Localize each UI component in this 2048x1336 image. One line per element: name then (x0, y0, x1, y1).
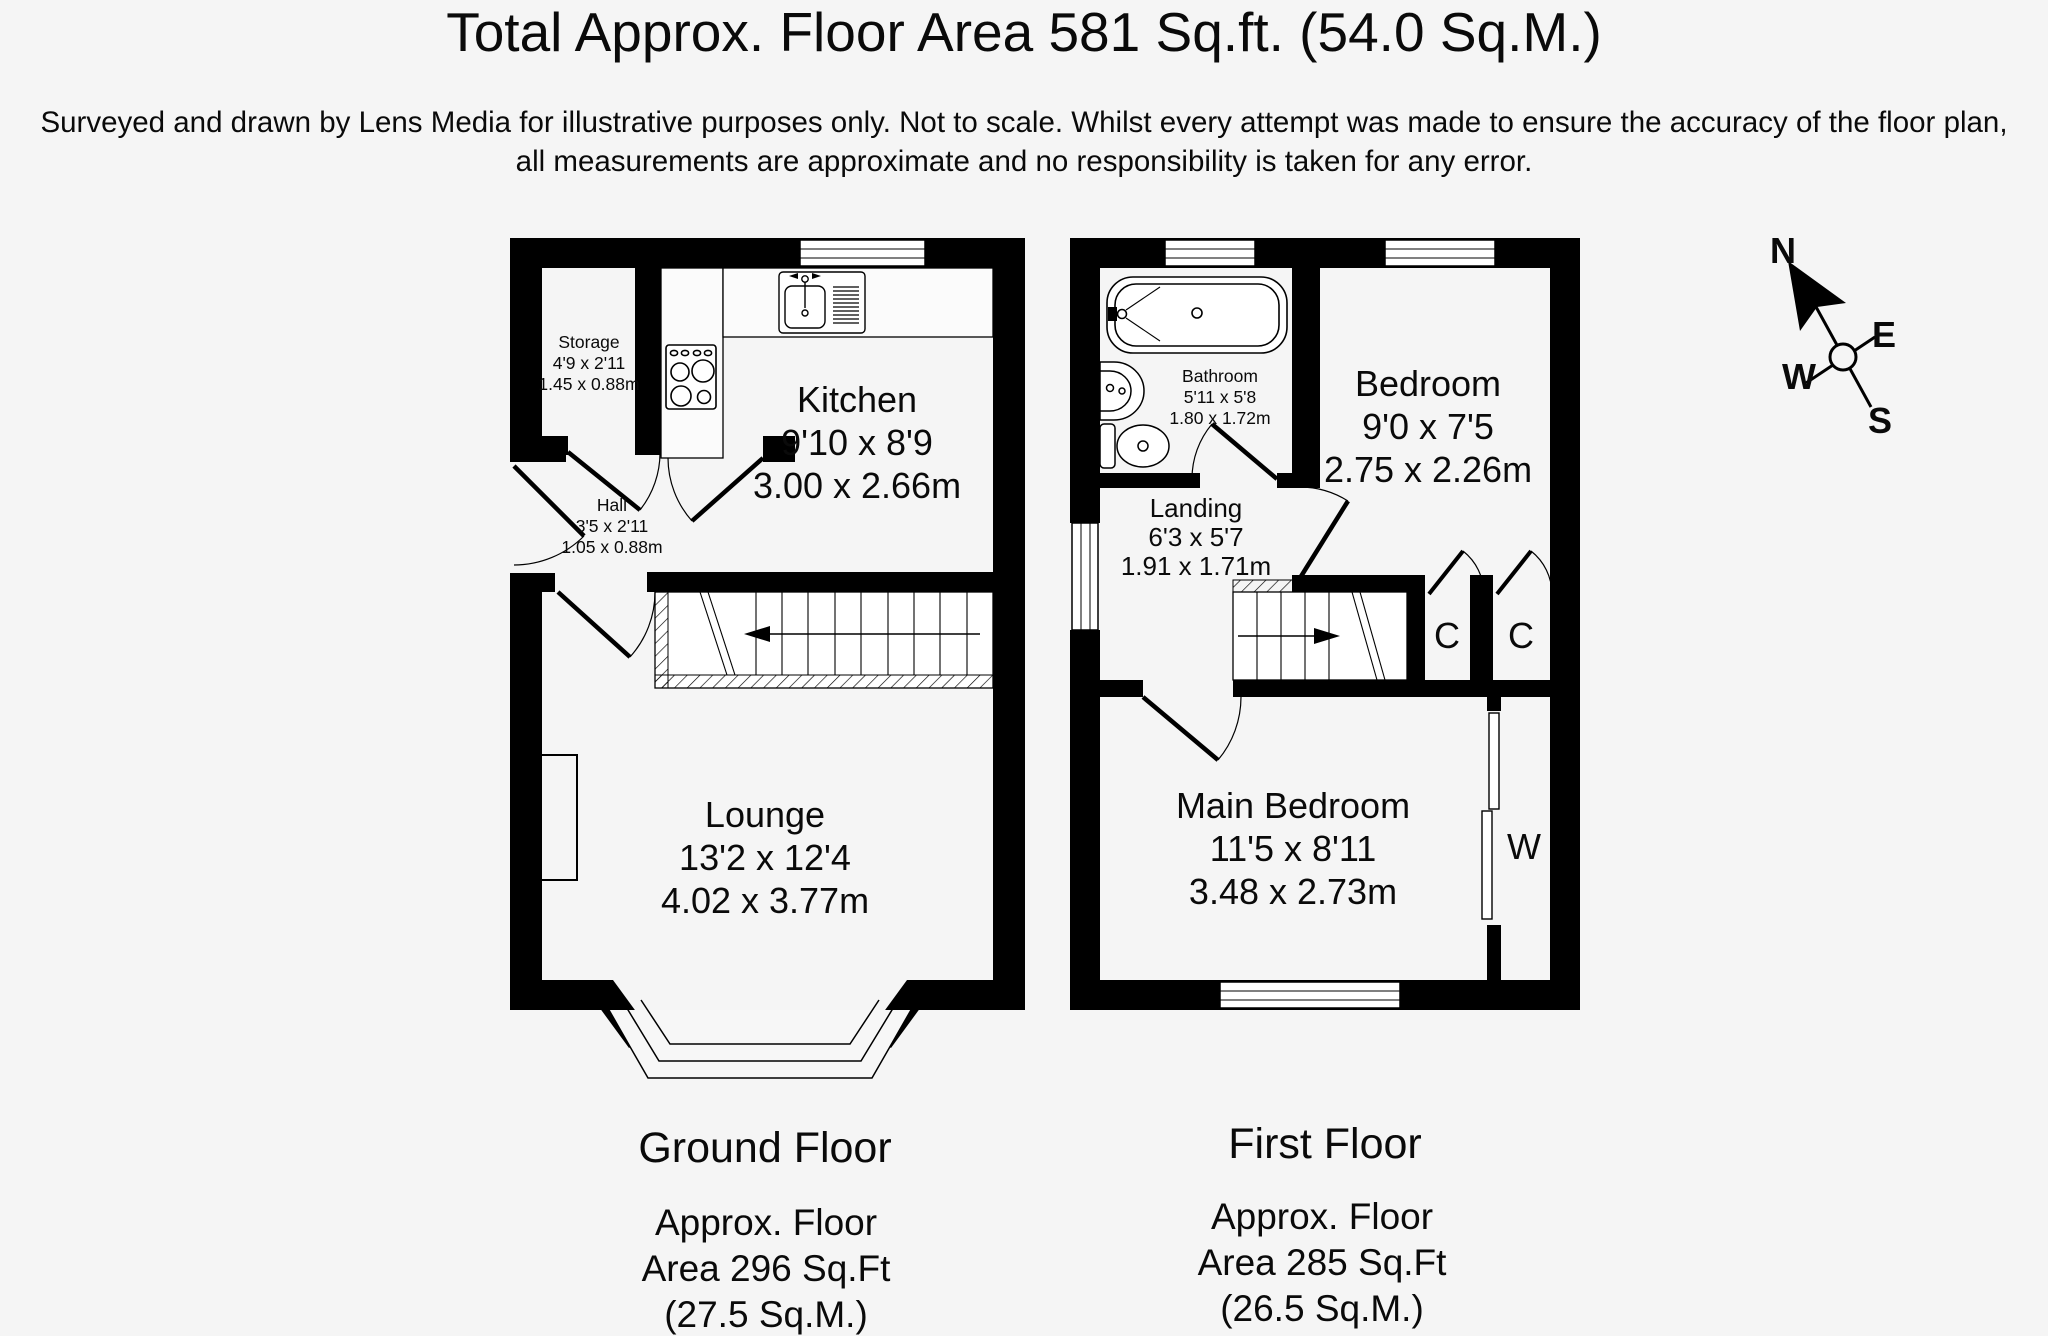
landing-name: Landing (1149, 493, 1243, 523)
room-label-storage (538, 332, 639, 395)
closet2-label (1508, 615, 1534, 657)
kitchen-name: Kitchen (796, 379, 918, 420)
disclaimer-line-1: Surveyed and drawn by Lens Media for illustrative purposes only. Not to scale. Whilst every attempt was made to ensure the accuracy of the floor plan, (40, 106, 2008, 139)
closet2-door-icon (1497, 551, 1552, 594)
landing-metric: 1.91 x 1.71m (1120, 551, 1272, 581)
main-bedroom-imperial: 11'5 x 8'11 (1209, 828, 1377, 869)
room-label-bathroom (1169, 366, 1270, 429)
compass-east-label (1872, 314, 1896, 356)
compass-west-text: W (1782, 356, 1816, 397)
bathtub-icon (1107, 277, 1287, 353)
lounge-door-icon (558, 592, 655, 657)
room-label-landing (1121, 494, 1271, 581)
ground-floor-caption-text: Ground Floor (638, 1124, 892, 1172)
bedroom-door-icon (1300, 487, 1348, 578)
first-stairs-icon (1233, 580, 1407, 680)
toilet-icon (1100, 424, 1169, 468)
compass-west-label (1782, 356, 1816, 398)
storage-metric: 1.45 x 0.88m (538, 374, 640, 394)
kitchen-door-icon (668, 458, 763, 521)
bedroom-name: Bedroom (1354, 363, 1502, 404)
landing-imperial: 6'3 x 5'7 (1148, 522, 1244, 552)
bathroom-window-icon (1165, 240, 1255, 266)
wardrobe-label (1507, 826, 1541, 868)
room-label-main-bedroom (1176, 784, 1410, 913)
chimney-breast (542, 755, 577, 880)
kitchen-sink-icon (779, 272, 865, 333)
bedroom-window-icon (1385, 240, 1495, 266)
room-label-lounge (661, 793, 869, 922)
lounge-imperial: 13'2 x 12'4 (679, 837, 851, 878)
bathroom-name: Bathroom (1182, 366, 1258, 386)
bay-window-icon (609, 1000, 911, 1078)
closet1-text: C (1434, 615, 1460, 656)
compass-south-label (1868, 400, 1892, 442)
ground-area-line-1: Approx. Floor (654, 1202, 878, 1243)
room-label-bedroom (1324, 362, 1532, 491)
wardrobe-text: W (1507, 826, 1541, 867)
ground-area-line-2: Area 296 Sq.Ft (641, 1248, 891, 1289)
bathroom-imperial: 5'11 x 5'8 (1183, 387, 1257, 407)
bathroom-metric: 1.80 x 1.72m (1169, 408, 1271, 428)
ground-floor-caption (638, 1124, 891, 1172)
hall-name: Hall (596, 495, 628, 515)
bedroom-imperial: 9'0 x 7'5 (1362, 406, 1494, 447)
storage-imperial: 4'9 x 2'11 (552, 353, 626, 373)
main-bedroom-name: Main Bedroom (1175, 785, 1411, 826)
room-label-kitchen (753, 378, 961, 507)
main-bedroom-door-icon (1143, 697, 1241, 760)
page-title-text: Total Approx. Floor Area 581 Sq.ft. (54.0 Sq.M.) (446, 1, 1602, 63)
compass-north-text: N (1770, 230, 1796, 271)
main-bedroom-window-icon (1220, 982, 1400, 1008)
kitchen-window-icon (800, 240, 925, 266)
stove-icon (666, 345, 716, 409)
storage-name: Storage (558, 332, 620, 352)
compass-east-text: E (1871, 314, 1897, 355)
landing-window-icon (1072, 523, 1098, 630)
first-area-line-3: (26.5 Sq.M.) (1220, 1288, 1424, 1329)
disclaimer-line-2: all measurements are approximate and no responsibility is taken for any error. (515, 145, 1533, 178)
compass-south-text: S (1867, 400, 1893, 441)
kitchen-imperial: 9'10 x 8'9 (781, 422, 933, 463)
compass-north-label (1770, 230, 1796, 272)
bathroom-door-icon (1192, 424, 1277, 479)
kitchen-metric: 3.00 x 2.66m (752, 465, 962, 506)
ground-stairs-icon (655, 592, 993, 688)
hall-imperial: 3'5 x 2'11 (575, 516, 649, 536)
room-label-hall (561, 495, 662, 558)
first-floor-caption (1228, 1120, 1422, 1168)
hall-metric: 1.05 x 0.88m (561, 537, 663, 557)
lounge-name: Lounge (704, 794, 826, 835)
ground-area-line-3: (27.5 Sq.M.) (664, 1294, 868, 1335)
main-bedroom-metric: 3.48 x 2.73m (1188, 871, 1398, 912)
closet2-text: C (1508, 615, 1534, 656)
ground-floor-area-caption (642, 1200, 891, 1336)
wardrobe-doors-icon (1482, 713, 1499, 919)
lounge-metric: 4.02 x 3.77m (660, 880, 870, 921)
disclaimer (40, 103, 2007, 181)
closet1-label (1434, 615, 1460, 657)
first-floor-area-caption (1198, 1194, 1447, 1332)
first-area-line-2: Area 285 Sq.Ft (1197, 1242, 1447, 1283)
first-floor-caption-text: First Floor (1228, 1120, 1422, 1168)
bedroom-metric: 2.75 x 2.26m (1323, 449, 1533, 490)
basin-icon (1100, 362, 1144, 420)
first-area-line-1: Approx. Floor (1210, 1196, 1434, 1237)
page-title (446, 2, 1602, 62)
